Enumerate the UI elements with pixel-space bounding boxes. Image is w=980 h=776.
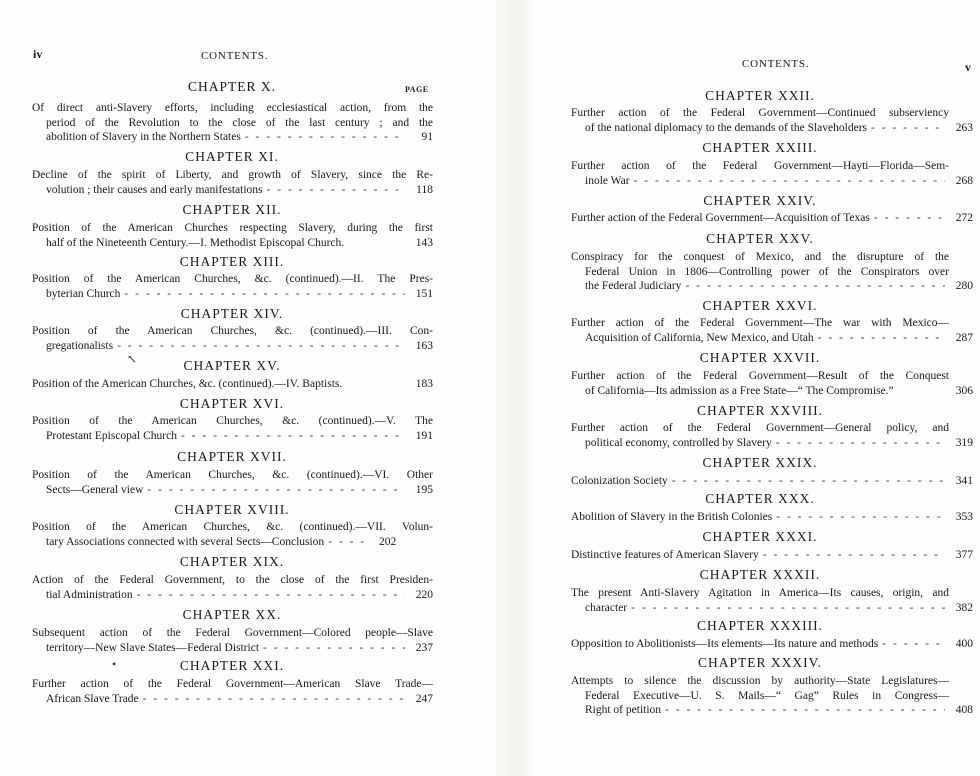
- stray-dot: •: [112, 657, 117, 671]
- book-gutter: [490, 0, 540, 776]
- running-head-left: CONTENTS.: [201, 50, 269, 62]
- page-number: 143: [415, 236, 433, 249]
- chapter-heading: CHAPTER XX.: [182, 607, 282, 622]
- toc-entry[interactable]: Conspiracy for the conquest of Mexico, and the disrupture of the Federal Union in 1806—Controlling power of the Conspirators over the Federal Judiciary - - - 280: [571, 250, 973, 294]
- toc-entry[interactable]: Attempts to silence the discussion by authority—State Legislatures— Federal Executive—U. S. Mails—“ Gag” Rules in Congress— Right of petition - - - 408: [571, 674, 973, 718]
- chapter-heading: CHAPTER XI.: [185, 149, 279, 164]
- page-number: 377: [955, 549, 973, 561]
- page-number: 151: [415, 287, 433, 300]
- toc-entry[interactable]: Position of the American Churches, &c. (continued).—VI. Other Sects—General view - - - 195: [32, 468, 433, 497]
- page-number: 341: [955, 475, 973, 487]
- toc-entry[interactable]: Colonization Society - - - 341: [571, 474, 973, 489]
- page-column-label: PAGE: [405, 85, 429, 94]
- chapter-heading: CHAPTER XXVII.: [699, 350, 821, 365]
- chapter-heading: CHAPTER XV.: [183, 358, 281, 373]
- toc-entry[interactable]: Subsequent action of the Federal Government—Colored people—Slave territory—New Slave States—Federal District - - - 237: [32, 626, 433, 655]
- stray-mark: ↖: [127, 352, 138, 366]
- page-number: 220: [415, 588, 433, 601]
- toc-entry[interactable]: Distinctive features of American Slavery - - - 377: [571, 548, 973, 563]
- page-number: 268: [955, 174, 973, 187]
- toc-entry[interactable]: Position of the American Churches, &c. (continued).—IV. Baptists. 183: [32, 378, 433, 390]
- chapter-heading: CHAPTER XIV.: [180, 306, 284, 321]
- chapter-heading: CHAPTER XIX.: [179, 554, 285, 569]
- toc-entry[interactable]: Of direct anti-Slavery efforts, including ecclesiastical action, from the period of the Revolution to the close of the last century ; and the abolition of Slavery in the Northern States - - - 91: [32, 101, 433, 145]
- chapter-heading: CHAPTER XXIII.: [702, 140, 818, 155]
- chapter-heading: CHAPTER XIII.: [179, 254, 285, 269]
- toc-entry[interactable]: Further action of the Federal Government—Hayti—Florida—Sem- inole War - - - 268: [571, 159, 973, 188]
- page-number: 280: [955, 280, 973, 292]
- right-page: [540, 0, 980, 776]
- page-number: 191: [415, 429, 433, 442]
- page-number: 287: [955, 331, 973, 344]
- page-number: 118: [416, 183, 433, 196]
- chapter-heading: CHAPTER XXV.: [706, 231, 814, 246]
- page-number: 247: [415, 692, 433, 705]
- page-number: 202: [378, 535, 397, 548]
- page-number: 353: [955, 511, 973, 523]
- chapter-heading: CHAPTER XVI.: [179, 396, 285, 411]
- toc-entry[interactable]: Further action of the Federal Government—Result of the Conquest of California—Its admission as a Free State—“ The Compromise.” 306: [571, 370, 973, 397]
- chapter-heading: CHAPTER X.: [187, 79, 276, 94]
- toc-entry[interactable]: Further action of the Federal Government—Acquisition of Texas - - - 272: [571, 211, 973, 226]
- chapter-heading: CHAPTER XVIII.: [174, 502, 290, 517]
- toc-entry[interactable]: Position of the American Churches, &c. (continued).—II. The Pres- byterian Church - - - 151: [32, 272, 433, 301]
- chapter-heading: CHAPTER XXXI.: [702, 529, 818, 544]
- toc-entry[interactable]: Position of the American Churches, &c. (continued).—III. Con- gregationalists - - - 163: [32, 324, 433, 353]
- page-number: 382: [955, 601, 973, 614]
- toc-entry[interactable]: Further action of the Federal Government—General policy, and political economy, controlled by Slavery - - - 319: [571, 421, 973, 450]
- toc-entry[interactable]: The present Anti-Slavery Agitation in America—Its causes, origin, and character - - - 382: [571, 586, 973, 615]
- toc-entry[interactable]: Opposition to Abolitionists—Its elements—Its nature and methods - - - 400: [571, 637, 973, 652]
- toc-entry[interactable]: Abolition of Slavery in the British Colonies - - - 353: [571, 510, 973, 525]
- toc-entry[interactable]: Position of the American Churches, &c. (continued).—VII. Volun- tary Associations connected with several Sects—Conclusion - - - 202: [32, 520, 433, 549]
- chapter-heading: CHAPTER XII.: [182, 202, 282, 217]
- chapter-heading: CHAPTER XXI.: [179, 658, 285, 673]
- page-number: 263: [955, 121, 973, 134]
- page-number: 306: [955, 384, 973, 397]
- chapter-heading: CHAPTER XXIX.: [702, 455, 818, 470]
- page-number: 408: [955, 704, 973, 716]
- page-number: 183: [415, 378, 433, 390]
- page-number: 319: [955, 436, 973, 449]
- toc-entry[interactable]: Further action of the Federal Government—Continued subserviency of the national diplomacy to the demands of the Slaveholders - - - 263: [571, 106, 973, 135]
- toc-entry[interactable]: Decline of the spirit of Liberty, and growth of Slavery, since the Re- volution ; their causes and early manifestations - - - 118: [32, 168, 433, 197]
- running-head-right: CONTENTS.: [742, 58, 810, 70]
- toc-entry[interactable]: Further action of the Federal Government—The war with Mexico— Acquisition of California, New Mexico, and Utah - - - 287: [571, 316, 973, 345]
- toc-entry[interactable]: Action of the Federal Government, to the close of the first Presiden- tial Administration - - - 220: [32, 573, 433, 602]
- page-number: 195: [415, 483, 433, 496]
- chapter-heading: CHAPTER XXXIV.: [697, 655, 822, 670]
- chapter-heading: CHAPTER XXIV.: [703, 193, 817, 208]
- page-number: 400: [955, 638, 973, 650]
- page-number: 272: [955, 212, 973, 224]
- chapter-heading: CHAPTER XXII.: [705, 88, 815, 103]
- page-number: 237: [415, 641, 433, 654]
- folio-left: iv: [33, 47, 43, 61]
- chapter-heading: CHAPTER XVII.: [177, 449, 287, 464]
- chapter-heading: CHAPTER XXXII.: [699, 567, 821, 582]
- toc-entry[interactable]: Position of the American Churches, &c. (continued).—V. The Protestant Episcopal Church - - - 191: [32, 414, 433, 443]
- page-number: 163: [415, 339, 433, 352]
- folio-right: v: [965, 60, 971, 74]
- chapter-heading: CHAPTER XXX.: [705, 491, 815, 506]
- chapter-heading: CHAPTER XXXIII.: [697, 618, 823, 633]
- toc-entry[interactable]: Further action of the Federal Government—American Slave Trade— African Slave Trade - - - 247: [32, 677, 433, 706]
- chapter-heading: CHAPTER XXVI.: [702, 298, 818, 313]
- toc-entry[interactable]: Position of the American Churches respecting Slavery, during the first half of the Nineteenth Century.—I. Methodist Episcopal Church. 143: [32, 222, 433, 249]
- page-number: 91: [421, 131, 433, 143]
- chapter-heading: CHAPTER XXVIII.: [697, 403, 823, 418]
